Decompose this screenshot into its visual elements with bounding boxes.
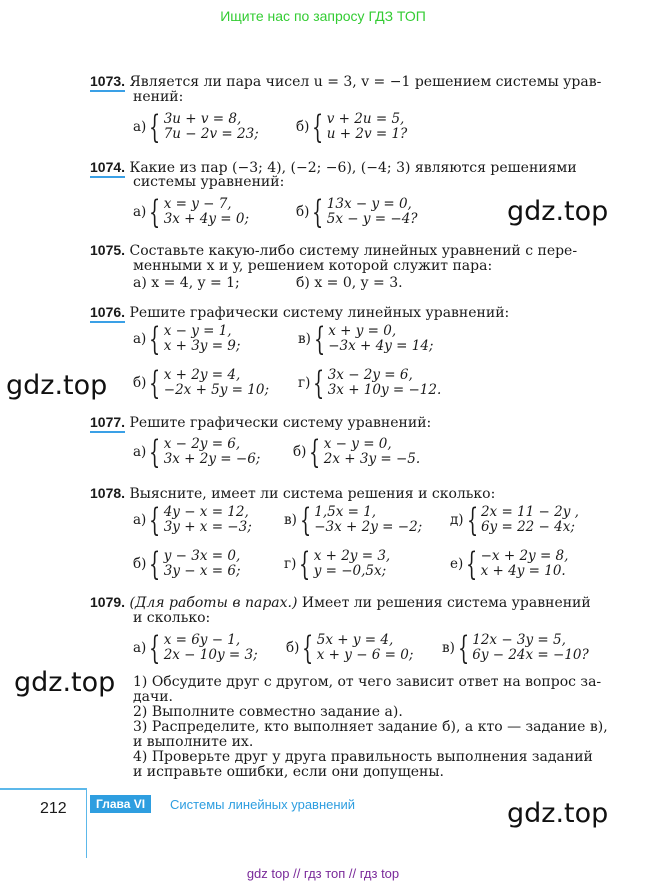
- task-step-1: 1) Обсудите друг с другом, от чего зависит ответ на вопрос за-: [133, 674, 602, 690]
- brace-icon: {: [149, 364, 161, 402]
- problem-number: 1074.: [90, 159, 125, 178]
- item-label: г): [298, 374, 311, 391]
- equation: −3x + 4y = 14;: [328, 338, 434, 354]
- watermark: gdz.top: [507, 196, 609, 227]
- equation: x + 3y = 9;: [163, 338, 241, 354]
- item-label: в): [442, 639, 455, 656]
- equation: 3x + 4y = 0;: [163, 211, 250, 227]
- equation: 12x − 3y = 5,: [472, 632, 566, 648]
- equation: −2x + 5y = 10;: [163, 382, 270, 398]
- problem-text: Решите графически систему уравнений:: [129, 415, 432, 431]
- system-d: [450, 501, 579, 539]
- equation: x + 2y = 4,: [163, 367, 241, 383]
- system-a: [133, 433, 261, 471]
- equation: x + y − 6 = 0;: [316, 647, 414, 663]
- task-step-2: 2) Выполните совместно задание а).: [133, 704, 403, 720]
- brace-icon: {: [149, 108, 161, 146]
- item-label: в): [284, 511, 297, 528]
- problem-number: 1076.: [90, 304, 125, 323]
- problem-text: Имеет ли решения система уравнений: [297, 595, 591, 611]
- problem-note: (Для работы в парах.): [129, 595, 298, 611]
- brace-icon: {: [313, 320, 326, 358]
- task-step-4: 4) Проверьте друг у друга правильность выполнения заданий: [133, 749, 593, 765]
- equation: x = 6y − 1,: [163, 632, 241, 648]
- brace-icon: {: [149, 193, 161, 231]
- problem-text: Является ли пара чисел u = 3, v = −1 решением системы урав-: [129, 74, 602, 90]
- equation: x − y = 1,: [163, 323, 232, 339]
- system-v: [442, 629, 589, 667]
- task-step-3-cont: и выполните их.: [133, 734, 254, 750]
- item-label: а): [133, 443, 147, 460]
- problem-1075: [90, 243, 577, 259]
- item-label: а): [133, 118, 147, 135]
- system-a: [133, 501, 252, 539]
- brace-icon: {: [149, 545, 161, 583]
- system-a: [133, 629, 258, 667]
- equation: x + 2y = 3,: [313, 548, 391, 564]
- equation: x + y = 0,: [328, 323, 397, 339]
- equation: y = −0,5x;: [313, 563, 387, 579]
- task-step-1-cont: дачи.: [133, 689, 174, 705]
- item-a: а) x = 4, y = 1;: [133, 275, 240, 291]
- equation: −x + 2y = 8,: [480, 548, 569, 564]
- problem-1076: [90, 305, 509, 321]
- problem-text-cont: менными x и y, решением которой служит пара:: [133, 258, 493, 274]
- equation: 6y = 22 − 4x;: [480, 519, 575, 535]
- equation: x − 2y = 6,: [163, 436, 241, 452]
- equation: 2x + 3y = −5.: [323, 451, 421, 467]
- brace-icon: {: [466, 501, 478, 539]
- watermark: gdz.top: [14, 667, 116, 698]
- chapter-title: Системы линейных уравнений: [170, 797, 356, 812]
- watermark: gdz.top: [507, 798, 609, 829]
- brace-icon: {: [457, 629, 470, 667]
- equation: 7u − 2v = 23;: [163, 126, 259, 142]
- brace-icon: {: [149, 501, 161, 539]
- equation: 4y − x = 12,: [163, 504, 249, 520]
- task-step-3: 3) Распределите, кто выполняет задание б), а кто — задание в),: [133, 719, 608, 735]
- equation: 3x + 2y = −6;: [163, 451, 261, 467]
- item-label: а): [133, 511, 147, 528]
- top-banner: Ищите нас по запросу ГДЗ ТОП: [220, 8, 426, 24]
- watermark: gdz.top: [6, 370, 108, 401]
- equation: 2x = 11 − 2y ,: [480, 504, 579, 520]
- item-label: б): [133, 555, 147, 572]
- problem-1078: [90, 486, 495, 502]
- system-v: [284, 501, 423, 539]
- problem-text-cont: системы уравнений:: [133, 174, 285, 190]
- equation: y − 3x = 0,: [163, 548, 241, 564]
- footer-divider: [0, 788, 86, 790]
- brace-icon: {: [302, 629, 314, 667]
- item-b: б) x = 0, y = 3.: [296, 275, 403, 291]
- item-label: г): [284, 555, 297, 572]
- system-b: [133, 545, 241, 583]
- problem-number: 1075.: [90, 242, 126, 258]
- problem-1077: [90, 415, 431, 431]
- equation: 5x + y = 4,: [316, 632, 394, 648]
- system-b: [296, 193, 418, 231]
- problem-text: Какие из пар (−3; 4), (−2; −6), (−4; 3) являются решениями: [129, 160, 577, 176]
- brace-icon: {: [466, 545, 478, 583]
- system-b: [286, 629, 414, 667]
- item-label: б): [296, 118, 310, 135]
- system-a: [133, 320, 241, 358]
- item-label: б): [133, 374, 147, 391]
- equation: 5x − y = −4?: [326, 211, 418, 227]
- system-b: [133, 364, 270, 402]
- equation: 3x + 10y = −12.: [327, 382, 442, 398]
- brace-icon: {: [312, 193, 324, 231]
- equation: 3x − 2y = 6,: [327, 367, 413, 383]
- brace-icon: {: [149, 629, 161, 667]
- problem-text-cont: нений:: [133, 89, 184, 105]
- problem-number: 1079.: [90, 594, 126, 610]
- brace-icon: {: [309, 433, 321, 471]
- system-e: [450, 545, 569, 583]
- equation: 3u + v = 8,: [163, 111, 242, 127]
- problem-1079: [90, 595, 591, 611]
- problem-number: 1073.: [90, 73, 125, 92]
- item-label: е): [450, 555, 464, 572]
- problem-number: 1077.: [90, 414, 125, 433]
- footer-vertical-divider: [86, 788, 87, 858]
- brace-icon: {: [312, 108, 324, 146]
- problem-text-cont: и сколько:: [133, 610, 211, 626]
- equation: x − y = 0,: [323, 436, 392, 452]
- page-number: 212: [40, 800, 67, 817]
- item-label: в): [298, 330, 311, 347]
- item-label: д): [450, 511, 464, 528]
- equation: x = y − 7,: [163, 196, 232, 212]
- problem-number: 1078.: [90, 485, 126, 501]
- problem-text: Выясните, имеет ли система решения и сколько:: [129, 486, 496, 502]
- brace-icon: {: [299, 501, 312, 539]
- system-a: [133, 108, 259, 146]
- system-a: [133, 193, 250, 231]
- equation: 3y + x = −3;: [163, 519, 252, 535]
- item-label: б): [286, 639, 300, 656]
- equation: −3x + 2y = −2;: [314, 519, 423, 535]
- system-g: [298, 364, 442, 402]
- system-v: [298, 320, 434, 358]
- equation: 2x − 10y = 3;: [163, 647, 258, 663]
- equation: 6y − 24x = −10?: [472, 647, 589, 663]
- equation: 13x − y = 0,: [326, 196, 412, 212]
- item-label: б): [293, 443, 307, 460]
- problem-text: Составьте какую-либо систему линейных уравнений с пере-: [129, 243, 578, 259]
- brace-icon: {: [313, 364, 325, 402]
- brace-icon: {: [299, 545, 311, 583]
- system-b: [296, 108, 408, 146]
- item-label: а): [133, 203, 147, 220]
- brace-icon: {: [149, 320, 161, 358]
- equation: 1,5x = 1,: [314, 504, 377, 520]
- equation: x + 4y = 10.: [480, 563, 566, 579]
- task-step-4-cont: и исправьте ошибки, если они допущены.: [133, 764, 444, 780]
- equation: 3y − x = 6;: [163, 563, 241, 579]
- bottom-links[interactable]: gdz top // гдз топ // гдз top: [246, 866, 400, 881]
- item-label: б): [296, 203, 310, 220]
- chapter-badge: Глава VI: [90, 795, 151, 813]
- item-label: а): [133, 330, 147, 347]
- system-g: [284, 545, 391, 583]
- brace-icon: {: [149, 433, 161, 471]
- problem-1073: [90, 74, 601, 90]
- system-b: [293, 433, 421, 471]
- problem-text: Решите графически систему линейных уравнений:: [129, 305, 510, 321]
- equation: v + 2u = 5,: [326, 111, 405, 127]
- equation: u + 2v = 1?: [326, 126, 408, 142]
- item-label: а): [133, 639, 147, 656]
